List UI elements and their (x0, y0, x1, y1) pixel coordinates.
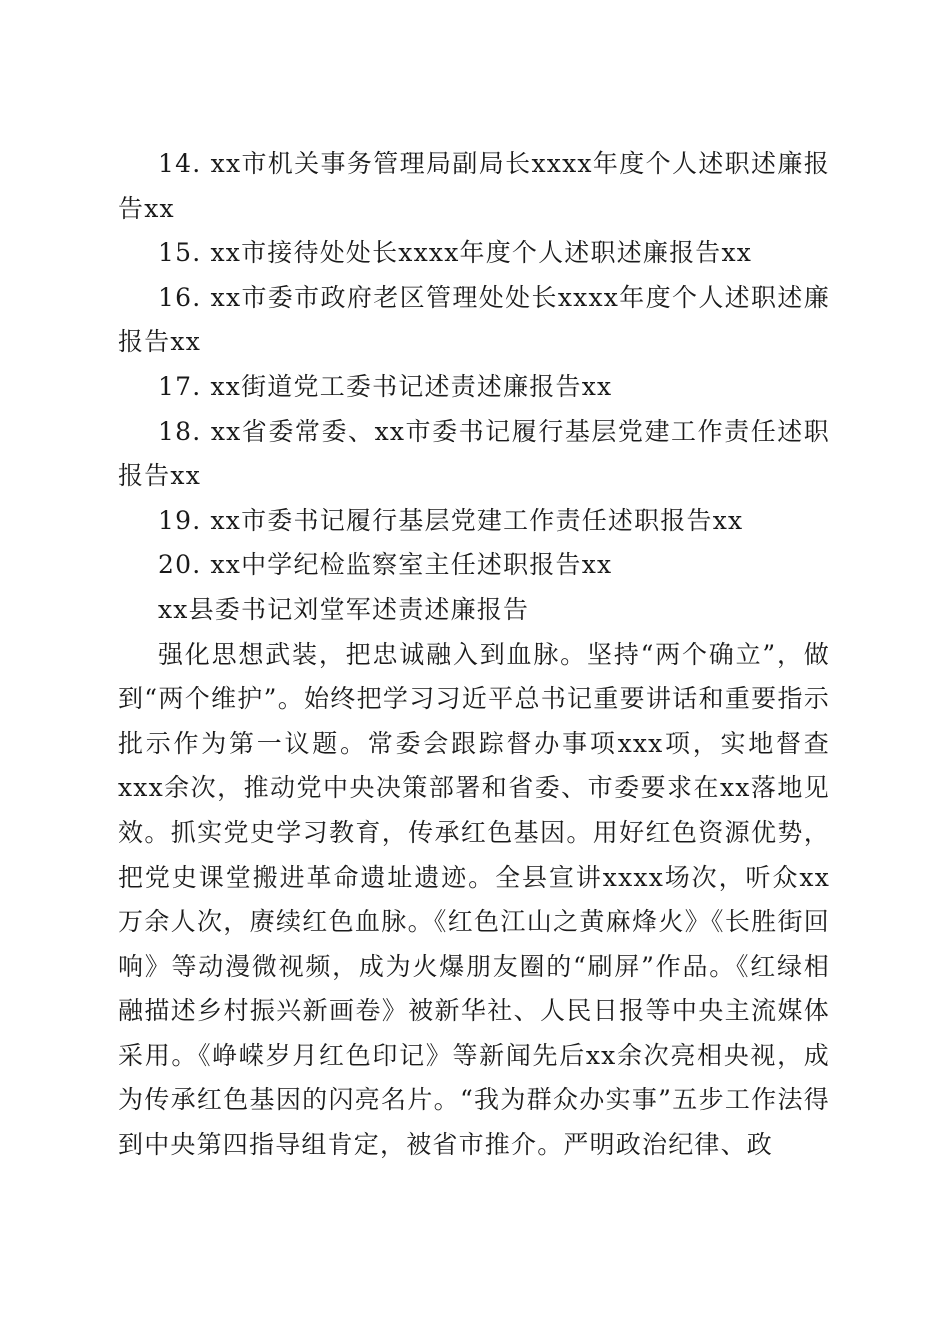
body-paragraph: 强化思想武装，把忠诚融入到血脉。坚持“两个确立”，做到“两个维护”。始终把学习习近平总书记重要讲话和重要指示批示作为第一议题。常委会跟踪督办事项xxx项，实地督查xxx余次，推动党中央决策部署和省委、市委要求在xx落地见效。抓实党史学习教育，传承红色基因。用好红色资源优势，把党史课堂搬进革命遗址遗迹。全县宣讲xxxx场次，听众xx万余人次，赓续红色血脉。《红色江山之黄麻烽火》《长胜街回响》等动漫微视频，成为火爆朋友圈的“刷屏”作品。《红绿相融描述乡村振兴新画卷》被新华社、人民日报等中央主流媒体采用。《峥嵘岁月红色印记》等新闻先后xx余次亮相央视，成为传承红色基因的闪亮名片。“我为群众办实事”五步工作法得到中央第四指导组肯定，被省市推介。严明政治纪律、政 (118, 639, 830, 1160)
list-item: 16. xx市委市政府老区管理处处长xxxx年度个人述职述廉报告xx (118, 282, 830, 357)
list-item: 14. xx市机关事务管理局副局长xxxx年度个人述职述廉报告xx (118, 149, 830, 223)
list-item: 15. xx市接待处处长xxxx年度个人述职述廉报告xx (158, 238, 753, 268)
list-item: 19. xx市委书记履行基层党建工作责任述职报告xx (158, 505, 744, 535)
list-item: 20. xx中学纪检监察室主任述职报告xx (158, 550, 613, 580)
document-content (118, 142, 830, 1168)
list-item: 17. xx街道党工委书记述责述廉报告xx (158, 371, 613, 401)
article-title: xx县委书记刘堂军述责述廉报告 (158, 594, 530, 624)
list-item: 18. xx省委常委、xx市委书记履行基层党建工作责任述职报告xx (118, 416, 830, 491)
